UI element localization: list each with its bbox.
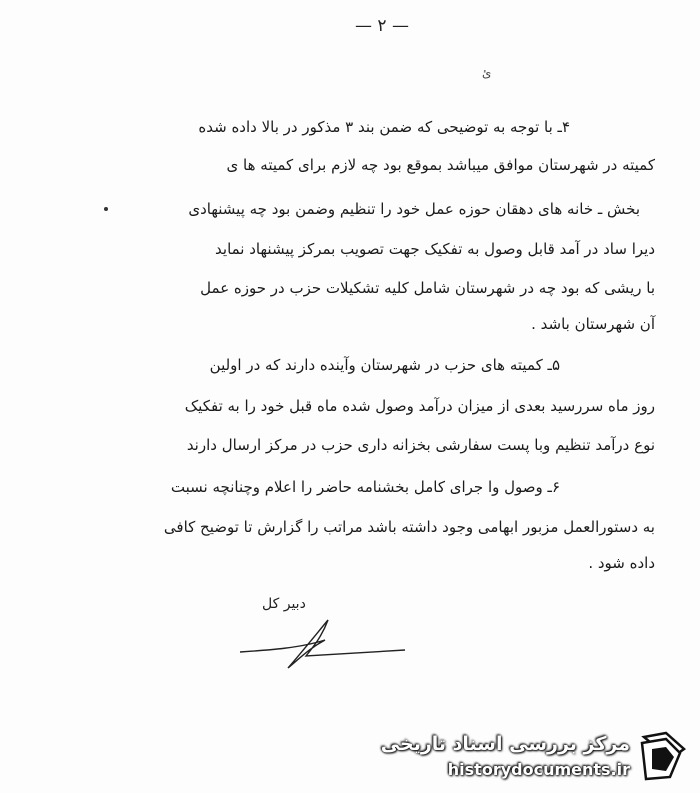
- archive-watermark: [380, 727, 694, 785]
- paragraph-4-line-5: با ریشی که بود چه در شهرستان شامل کلیه تشکیلات حزب در حوزه عمل: [200, 279, 655, 297]
- paragraph-4-line-6: آن شهرستان باشد .: [531, 315, 655, 333]
- paragraph-4-line-4: دیرا ساد در آمد قابل وصول به تفکیک جهت تصویب بمرکز پیشنهاد نماید: [215, 240, 655, 258]
- paragraph-6-line-3: داده شود .: [588, 554, 655, 572]
- paragraph-6-line-1: ۶ـ وصول وا جرای کامل بخشنامه حاضر را اعلام وچنانچه نسبت: [170, 478, 560, 496]
- watermark-title: مرکز بررسی اسناد تاریخی: [380, 733, 630, 755]
- paragraph-4-line-1: ۴ـ با توجه به توضیحی که ضمن بند ۳ مذکور در بالا داده شده: [198, 118, 570, 136]
- paragraph-5-line-2: روز ماه سررسید بعدی از میزان درآمد وصول شده ماه قبل خود را به تفکیک: [184, 397, 655, 415]
- paragraph-5-line-3: نوع درآمد تنظیم وبا پست سفارشی بخزانه داری حزب در مرکز ارسال دارند: [186, 436, 655, 454]
- paragraph-6-line-2: به دستورالعمل مزبور ابهامی وجود داشته باشد مراتب را گزارش تا توضیح کافی: [163, 518, 655, 536]
- archive-logo-icon: [636, 729, 690, 783]
- handwritten-signature: [230, 612, 410, 672]
- paragraph-5-line-1: ۵ـ کمیته های حزب در شهرستان وآینده دارند که در اولین: [209, 356, 560, 374]
- signature-label: دبیر کل: [262, 596, 306, 612]
- paragraph-4-line-2: کمیته در شهرستان موافق میباشد بموقع بود چه لازم برای کمیته ها ی: [226, 156, 655, 174]
- page-number: — ۲ —: [355, 16, 409, 36]
- stray-mark: ئ: [482, 66, 492, 80]
- margin-dot: [104, 207, 108, 211]
- paragraph-4-line-3: بخش ـ خانه های دهقان حوزه عمل خود را تنظیم وضمن بود چه پیشنهادی: [188, 200, 640, 218]
- watermark-url: historydocuments.ir: [447, 760, 630, 779]
